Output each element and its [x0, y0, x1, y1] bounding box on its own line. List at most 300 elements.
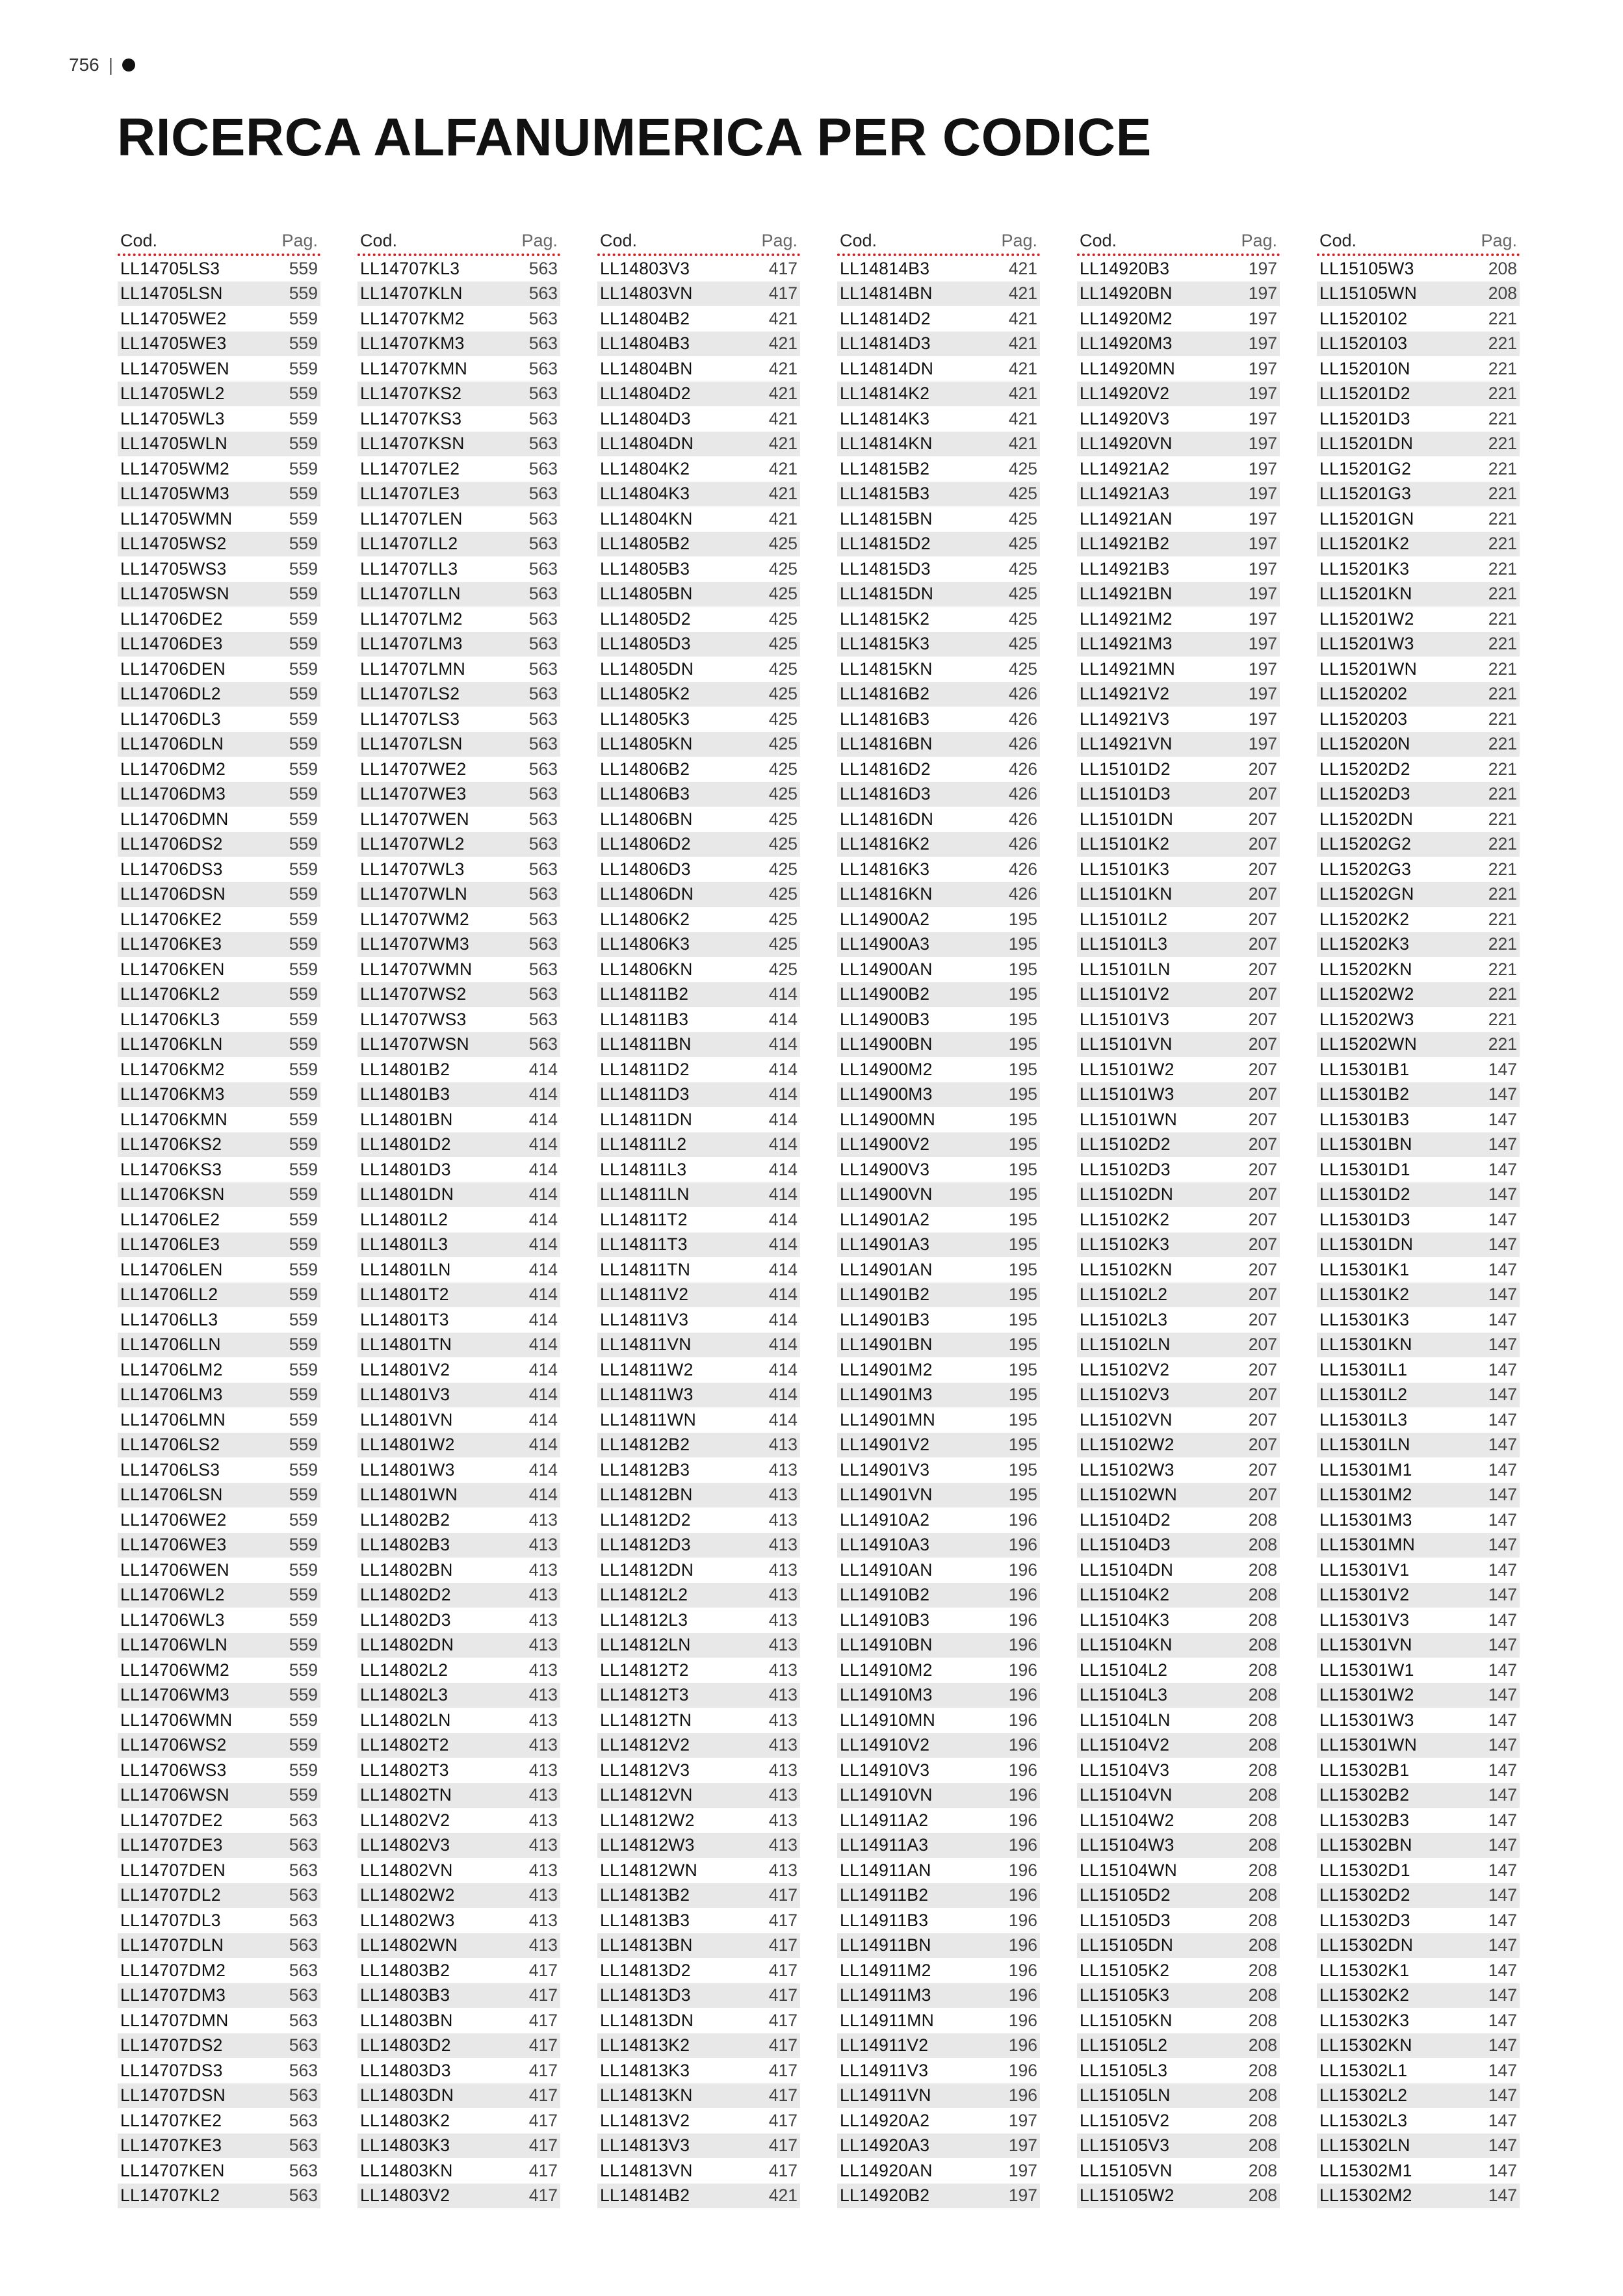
product-code: LL15302D3: [1319, 1910, 1410, 1930]
table-row: [118, 2083, 320, 2109]
page-ref: 421: [768, 308, 798, 328]
product-code: LL14816D3: [840, 784, 931, 804]
table-row: [118, 682, 320, 707]
table-row: [837, 1383, 1040, 1408]
table-row: [118, 1858, 320, 1883]
page-ref: 563: [289, 2160, 318, 2180]
product-code: LL14901M3: [840, 1385, 933, 1405]
page-ref: 221: [1488, 959, 1517, 979]
page-ref: 221: [1488, 834, 1517, 854]
page-ref: 559: [289, 1459, 318, 1480]
page-ref: 559: [289, 434, 318, 454]
page-ref: 197: [1248, 534, 1277, 554]
table-row: [1317, 832, 1520, 857]
page-ref: 425: [1008, 458, 1037, 478]
table-row: [357, 1082, 560, 1108]
table-row: [597, 1908, 800, 1933]
table-row: [597, 1683, 800, 1708]
table-row: [837, 1132, 1040, 1158]
page-ref: 425: [768, 534, 798, 554]
product-code: LL14705LS3: [120, 258, 220, 278]
page-ref: 425: [768, 584, 798, 604]
table-row: [837, 1558, 1040, 1583]
table-row: [837, 506, 1040, 532]
page-ref: 559: [289, 408, 318, 428]
table-row: [1317, 1908, 1520, 1933]
product-code: LL14705WSN: [120, 584, 229, 604]
page-ref: 147: [1488, 1409, 1517, 1429]
page-ref: 147: [1488, 1059, 1517, 1079]
bullet-dot-icon: [122, 59, 135, 72]
table-row: [357, 1132, 560, 1158]
page-ref: 147: [1488, 1309, 1517, 1329]
page-ref: 147: [1488, 1184, 1517, 1205]
table-row: [597, 807, 800, 832]
page-ref: 559: [289, 859, 318, 879]
table-row: [357, 1007, 560, 1032]
page-ref: 197: [1248, 333, 1277, 354]
table-row: [1317, 957, 1520, 982]
table-row: [1077, 1733, 1280, 1758]
page-ref: 207: [1248, 909, 1277, 929]
table-row: [1077, 2158, 1280, 2184]
page-ref: 563: [528, 759, 558, 779]
product-code: LL14707DM3: [120, 1985, 226, 2005]
table-row: [118, 556, 320, 582]
product-code: LL14816D2: [840, 759, 931, 779]
product-code: LL14805D3: [600, 634, 691, 654]
table-row: [597, 1383, 800, 1408]
table-row: [597, 2008, 800, 2033]
product-code: LL14707WS2: [360, 984, 467, 1004]
table-row: [597, 832, 800, 857]
table-row: [1317, 556, 1520, 582]
product-code: LL14707WEN: [360, 809, 469, 829]
product-code: LL14706WLN: [120, 1635, 228, 1655]
table-row: [357, 1257, 560, 1283]
page-ref: 559: [289, 1285, 318, 1305]
page-ref: 197: [1248, 458, 1277, 478]
page-ref: 208: [1248, 1760, 1277, 1780]
page-ref: 413: [528, 1660, 558, 1680]
page-ref: 559: [289, 258, 318, 278]
table-row: [357, 1833, 560, 1859]
table-row: [357, 532, 560, 557]
product-code: LL15101L3: [1080, 934, 1168, 954]
product-code: LL14705WLN: [120, 434, 228, 454]
table-row: [1317, 857, 1520, 882]
table-row: [1317, 782, 1520, 807]
page-ref: 147: [1488, 1459, 1517, 1480]
page-ref: 559: [289, 1209, 318, 1229]
page-ref: 208: [1248, 2135, 1277, 2156]
table-row: [837, 1958, 1040, 1983]
table-row: [1077, 306, 1280, 332]
table-row: [1317, 1858, 1520, 1883]
product-code: LL14801B2: [360, 1059, 450, 1079]
product-code: LL15301LN: [1319, 1435, 1410, 1455]
product-code: LL14812V3: [600, 1760, 690, 1780]
product-code: LL15301V2: [1319, 1585, 1410, 1605]
table-row: [1317, 382, 1520, 407]
table-row: [118, 256, 320, 281]
product-code: LL14812B2: [600, 1435, 690, 1455]
header-code-label: Cod.: [1080, 231, 1117, 250]
page-ref: 196: [1008, 1635, 1037, 1655]
product-code: LL14801DN: [360, 1184, 454, 1205]
page-ref: 208: [1248, 1910, 1277, 1930]
product-code: LL14802W3: [360, 1910, 455, 1930]
page-ref: 563: [528, 909, 558, 929]
product-code: LL14811L3: [600, 1159, 687, 1179]
page-ref: 559: [289, 1059, 318, 1079]
product-code: LL14706WS3: [120, 1760, 227, 1780]
page-ref: 221: [1488, 859, 1517, 879]
page-ref: 414: [768, 1059, 798, 1079]
table-row: [597, 1207, 800, 1233]
page-ref: 207: [1248, 1459, 1277, 1480]
product-code: LL14707DSN: [120, 2085, 226, 2106]
page-title: RICERCA ALFANUMERICA PER CODICE: [117, 108, 1152, 167]
page-ref: 559: [289, 934, 318, 954]
table-row: [837, 1457, 1040, 1483]
product-code: LL15101L2: [1080, 909, 1168, 929]
page-ref: 414: [768, 1259, 798, 1279]
table-row: [357, 356, 560, 382]
page-ref: 147: [1488, 1335, 1517, 1355]
table-row: [357, 757, 560, 782]
page-ref: 207: [1248, 1285, 1277, 1305]
table-row: [1077, 632, 1280, 657]
table-row: [357, 2158, 560, 2184]
table-row: [357, 657, 560, 682]
page-ref: 421: [1008, 308, 1037, 328]
page-ref: 221: [1488, 434, 1517, 454]
product-code: LL15105K3: [1080, 1985, 1170, 2005]
product-code: LL14921V2: [1080, 684, 1170, 704]
page-ref: 421: [1008, 384, 1037, 404]
table-row: [357, 382, 560, 407]
page-ref: 425: [768, 959, 798, 979]
product-code: LL14707KEN: [120, 2160, 225, 2180]
page-ref: 195: [1008, 909, 1037, 929]
table-row: [837, 306, 1040, 332]
page-ref: 413: [528, 1635, 558, 1655]
product-code: LL14801D3: [360, 1159, 451, 1179]
table-row: [357, 1858, 560, 1883]
product-code: LL14803V2: [360, 2185, 450, 2206]
table-row: [357, 1333, 560, 1358]
table-row: [1077, 1833, 1280, 1859]
product-code: LL1520102: [1319, 308, 1408, 328]
table-row: [118, 1583, 320, 1608]
page-ref: 208: [1248, 1735, 1277, 1755]
product-code: LL15301B2: [1319, 1084, 1410, 1104]
table-row: [837, 957, 1040, 982]
product-code: LL15301M2: [1319, 1485, 1412, 1505]
page-ref: 147: [1488, 2060, 1517, 2080]
page-ref: 413: [768, 1835, 798, 1855]
product-code: LL14707LL2: [360, 534, 458, 554]
table-row: [118, 1357, 320, 1383]
page-ref: 425: [1008, 484, 1037, 504]
table-row: [357, 2008, 560, 2033]
table-row: [1317, 432, 1520, 457]
page-ref: 563: [289, 1835, 318, 1855]
product-code: LL14705WS2: [120, 534, 227, 554]
page-ref: 413: [768, 1785, 798, 1805]
table-row: [1317, 982, 1520, 1008]
page-ref: 196: [1008, 1910, 1037, 1930]
table-row: [1077, 2108, 1280, 2133]
table-row: [1077, 406, 1280, 432]
page-ref: 221: [1488, 458, 1517, 478]
page-ref: 208: [1248, 2060, 1277, 2080]
product-code: LL15101KN: [1080, 884, 1173, 904]
table-row: [118, 732, 320, 757]
product-code: LL14805KN: [600, 734, 693, 754]
table-row: [118, 1683, 320, 1708]
page-ref: 426: [1008, 684, 1037, 704]
product-code: LL14804KN: [600, 508, 693, 528]
table-row: [118, 1407, 320, 1433]
product-code: LL14816BN: [840, 734, 933, 754]
product-code: LL15202D3: [1319, 784, 1410, 804]
page-ref: 563: [528, 434, 558, 454]
product-code: LL15302M2: [1319, 2185, 1412, 2206]
table-row: [1317, 1833, 1520, 1859]
table-row: [837, 2184, 1040, 2209]
page-ref: 417: [768, 2060, 798, 2080]
table-row: [1317, 582, 1520, 607]
page-ref: 413: [768, 1559, 798, 1580]
page-ref: 208: [1248, 1559, 1277, 1580]
product-code: LL15301W2: [1319, 1685, 1414, 1705]
product-code: LL15301L1: [1319, 1359, 1408, 1379]
table-row: [1077, 356, 1280, 382]
page-ref: 421: [768, 484, 798, 504]
product-code: LL14811W2: [600, 1359, 694, 1379]
table-row: [1077, 1333, 1280, 1358]
table-row: [837, 1333, 1040, 1358]
table-row: [118, 757, 320, 782]
page-ref: 414: [768, 984, 798, 1004]
product-code: LL14920B2: [840, 2185, 930, 2206]
product-code: LL14813BN: [600, 1935, 693, 1955]
table-row: [597, 1307, 800, 1333]
page-ref: 147: [1488, 1285, 1517, 1305]
product-code: LL14812T2: [600, 1660, 689, 1680]
page-ref: 207: [1248, 1034, 1277, 1054]
table-row: [357, 2133, 560, 2159]
table-row: [357, 957, 560, 982]
product-code: LL15301MN: [1319, 1535, 1416, 1555]
page-ref: 421: [1008, 333, 1037, 354]
product-code: LL14707DS2: [120, 2035, 223, 2055]
index-column: [597, 228, 800, 2208]
table-row: [357, 1207, 560, 1233]
table-row: [1317, 1933, 1520, 1959]
page-ref: 417: [768, 2160, 798, 2180]
product-code: LL15101W3: [1080, 1084, 1175, 1104]
product-code: LL15202KN: [1319, 959, 1412, 979]
product-code: LL14911A3: [840, 1835, 929, 1855]
table-row: [597, 1708, 800, 1733]
product-code: LL15104D2: [1080, 1509, 1171, 1530]
page-ref: 563: [289, 1810, 318, 1830]
page-ref: 196: [1008, 1985, 1037, 2005]
table-row: [597, 732, 800, 757]
product-code: LL14801L3: [360, 1234, 448, 1255]
page-ref: 563: [528, 534, 558, 554]
column-rows: [1317, 256, 1520, 2208]
table-row: [837, 1283, 1040, 1308]
table-row: [1317, 632, 1520, 657]
product-code: LL14803K3: [360, 2135, 450, 2156]
table-row: [837, 1633, 1040, 1658]
page-ref: 559: [289, 984, 318, 1004]
product-code: LL14707KM3: [360, 333, 465, 354]
product-code: LL14801V2: [360, 1359, 450, 1379]
table-row: [597, 1483, 800, 1508]
product-code: LL14804BN: [600, 358, 693, 378]
table-row: [118, 1608, 320, 1633]
product-code: LL14920BN: [1080, 283, 1173, 304]
page-ref: 197: [1248, 358, 1277, 378]
table-row: [118, 1708, 320, 1733]
table-row: [1317, 1658, 1520, 1683]
table-row: [357, 1983, 560, 2009]
table-row: [837, 2108, 1040, 2133]
product-code: LL14911AN: [840, 1860, 931, 1880]
page-ref: 414: [768, 1034, 798, 1054]
product-code: LL14805BN: [600, 584, 693, 604]
page-ref: 147: [1488, 1585, 1517, 1605]
table-row: [837, 1983, 1040, 2009]
page-ref: 208: [1248, 1810, 1277, 1830]
table-row: [1077, 2133, 1280, 2159]
page-ref: 207: [1248, 1109, 1277, 1129]
product-code: LL14804DN: [600, 434, 694, 454]
product-code: LL15202K3: [1319, 934, 1410, 954]
product-code: LL15105WN: [1319, 283, 1418, 304]
table-row: [597, 657, 800, 682]
table-row: [837, 1658, 1040, 1683]
table-row: [1077, 1583, 1280, 1608]
page-ref: 559: [289, 884, 318, 904]
page-ref: 417: [768, 2035, 798, 2055]
table-row: [357, 982, 560, 1008]
table-row: [837, 907, 1040, 932]
table-row: [118, 1333, 320, 1358]
table-row: [1077, 1658, 1280, 1683]
table-row: [1077, 1207, 1280, 1233]
product-code: LL14706DL2: [120, 684, 221, 704]
product-code: LL14920V2: [1080, 384, 1170, 404]
table-row: [357, 1307, 560, 1333]
page-ref: 195: [1008, 1184, 1037, 1205]
page-ref: 559: [289, 508, 318, 528]
product-code: LL15101D3: [1080, 784, 1171, 804]
product-code: LL14813DN: [600, 2010, 694, 2030]
product-code: LL14910MN: [840, 1710, 936, 1730]
table-row: [357, 2184, 560, 2209]
page-ref: 414: [768, 1234, 798, 1255]
table-row: [357, 1182, 560, 1208]
page-ref: 559: [289, 358, 318, 378]
table-row: [597, 1983, 800, 2009]
header-page-label: Pag.: [1001, 231, 1037, 250]
page-ref: 208: [1248, 1535, 1277, 1555]
page-ref: 196: [1008, 2085, 1037, 2106]
page-ref: 221: [1488, 784, 1517, 804]
product-code: LL14707KS3: [360, 408, 462, 428]
product-code: LL14812T3: [600, 1685, 689, 1705]
table-row: [837, 1858, 1040, 1883]
table-row: [597, 1233, 800, 1258]
page-ref: 559: [289, 534, 318, 554]
product-code: LL15102VN: [1080, 1409, 1173, 1429]
table-row: [118, 907, 320, 932]
page-ref: 417: [768, 2010, 798, 2030]
page-ref: 221: [1488, 534, 1517, 554]
product-code: LL15104WN: [1080, 1860, 1178, 1880]
product-code: LL14806D3: [600, 859, 691, 879]
page-ref: 563: [289, 1885, 318, 1905]
table-row: [1317, 256, 1520, 281]
product-code: LL15104V2: [1080, 1735, 1170, 1755]
table-row: [357, 1233, 560, 1258]
page-ref: 563: [528, 258, 558, 278]
table-row: [118, 607, 320, 632]
table-row: [118, 857, 320, 882]
product-code: LL14706DS2: [120, 834, 223, 854]
product-code: LL14706KL2: [120, 984, 220, 1004]
product-code: LL14801W3: [360, 1459, 455, 1480]
product-code: LL14901B3: [840, 1309, 930, 1329]
table-row: [597, 582, 800, 607]
product-code: LL14801TN: [360, 1335, 452, 1355]
product-code: LL15102W2: [1080, 1435, 1175, 1455]
product-code: LL14921M3: [1080, 634, 1173, 654]
header-page-label: Pag.: [761, 231, 798, 250]
product-code: LL15104KN: [1080, 1635, 1173, 1655]
table-row: [357, 1157, 560, 1182]
table-row: [1077, 807, 1280, 832]
product-code: LL14802D3: [360, 1610, 451, 1630]
page-ref: 414: [768, 1209, 798, 1229]
page-ref: 421: [768, 508, 798, 528]
table-row: [1317, 2083, 1520, 2109]
table-row: [837, 882, 1040, 907]
product-code: LL14707LLN: [360, 584, 461, 604]
table-row: [1077, 682, 1280, 707]
table-row: [357, 1958, 560, 1983]
page-ref: 563: [528, 358, 558, 378]
table-row: [357, 1733, 560, 1758]
page-ref: 207: [1248, 1335, 1277, 1355]
product-code: LL15301V3: [1319, 1610, 1410, 1630]
page-ref: 417: [768, 1960, 798, 1980]
page-ref: 147: [1488, 2160, 1517, 2180]
table-row: [597, 281, 800, 307]
table-row: [597, 907, 800, 932]
table-row: [357, 832, 560, 857]
product-code: LL14801WN: [360, 1485, 458, 1505]
column-header: [357, 228, 560, 256]
product-code: LL14804D2: [600, 384, 691, 404]
product-code: LL14803K2: [360, 2110, 450, 2130]
